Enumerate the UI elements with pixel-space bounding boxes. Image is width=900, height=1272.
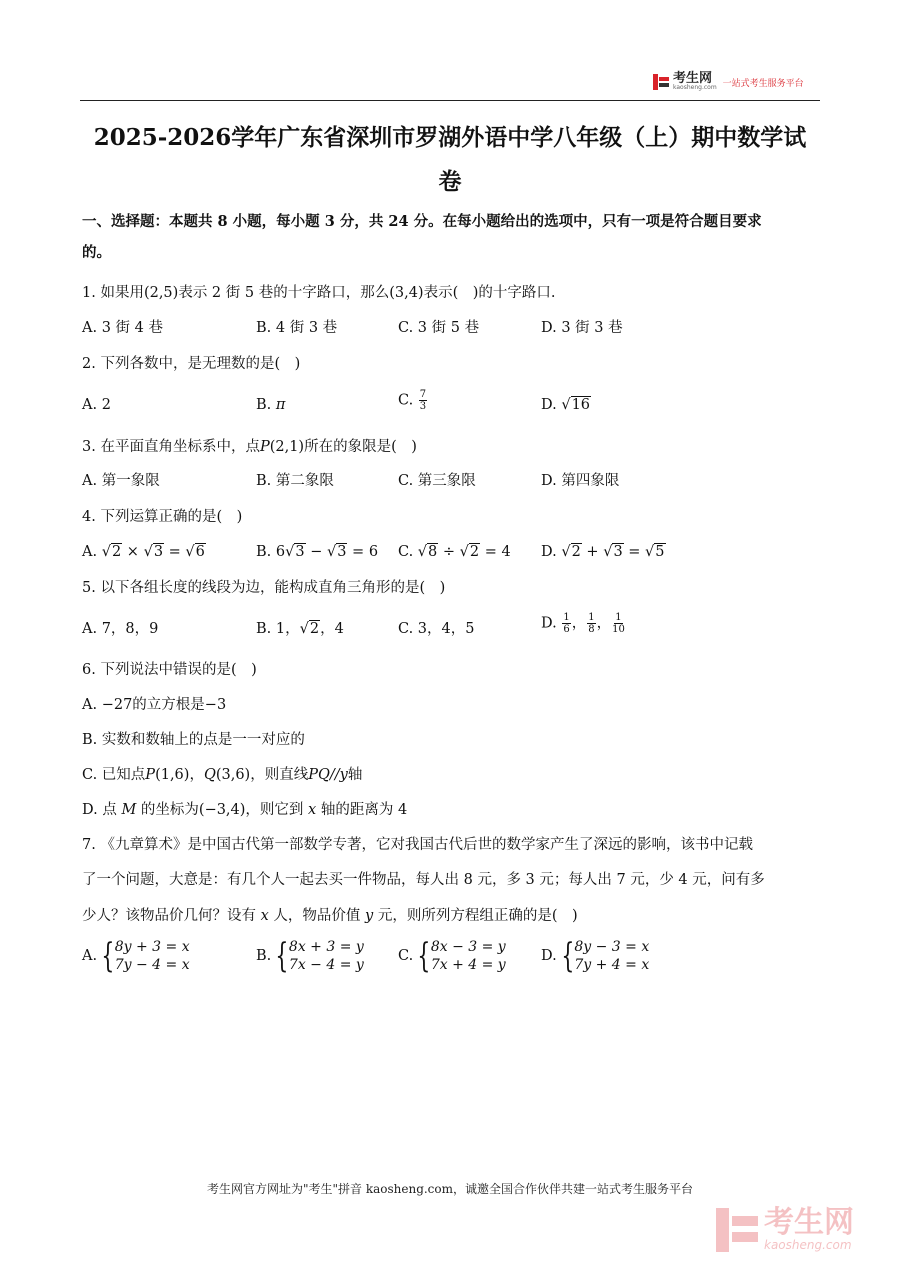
header-divider xyxy=(80,100,820,101)
q2-option-a[interactable]: A. 2 xyxy=(82,397,111,413)
q2-option-c[interactable]: C. $\frac{7}{3}$ xyxy=(398,389,427,412)
q6-option-a[interactable]: A. −27的立方根是−3 xyxy=(82,697,227,713)
q5-option-b[interactable]: B. 1，√2，4 xyxy=(256,621,344,637)
q6-option-d[interactable]: D. 点 M 的坐标为(−3,4)，则它到 x 轴的距离为 4 xyxy=(82,802,408,818)
q4-option-d[interactable]: D. √2 + √3 = √5 xyxy=(541,544,665,560)
section-heading-cont: 的。 xyxy=(82,244,111,261)
q1-option-d[interactable]: D. 3 街 3 巷 xyxy=(541,320,623,336)
question-4-stem: 4. 下列运算正确的是( ) xyxy=(82,509,243,525)
q1-option-a[interactable]: A. 3 街 4 巷 xyxy=(82,320,163,336)
kaosheng-logo-icon xyxy=(653,74,669,90)
question-7-stem-line2: 了一个问题，大意是：有几个人一起去买一件物品，每人出 8 元，多 3 元；每人出 7 元，少 4 元，问有多 xyxy=(82,872,765,888)
q7-option-a[interactable]: A. { 8y + 3 = x 7y − 4 = x xyxy=(82,936,190,976)
q4-option-a[interactable]: A. √2 × √3 = √6 xyxy=(82,544,205,560)
q3-option-c[interactable]: C. 第三象限 xyxy=(398,473,476,489)
question-5-stem: 5. 以下各组长度的线段为边，能构成直角三角形的是( ) xyxy=(82,580,446,596)
q7-option-b[interactable]: B. { 8x + 3 = y 7x − 4 = y xyxy=(256,936,364,976)
q1-option-b[interactable]: B. 4 街 3 巷 xyxy=(256,320,338,336)
q6-option-c[interactable]: C. 已知点P(1,6)，Q(3,6)，则直线PQ//y轴 xyxy=(82,767,363,783)
q2-option-b[interactable]: B. π xyxy=(256,397,286,413)
header-slogan: 一站式考生服务平台 xyxy=(722,78,804,89)
watermark-icon xyxy=(716,1208,758,1252)
footer-text: 考生网官方网址为"考生"拼音 kaosheng.com，诚邀全国合作伙伴共建一站式考生服务平台 xyxy=(206,1182,694,1196)
q3-option-a[interactable]: A. 第一象限 xyxy=(82,473,160,489)
header-brand: 考生网 kaosheng.com xyxy=(673,71,717,91)
question-6-stem: 6. 下列说法中错误的是( ) xyxy=(82,662,257,678)
q3-option-d[interactable]: D. 第四象限 xyxy=(541,473,620,489)
watermark-logo xyxy=(716,1200,886,1260)
question-7-stem-line3: 少人？该物品价几何？设有 x 人，物品价值 y 元，则所列方程组正确的是( ) xyxy=(82,908,578,924)
watermark-text: 考生网 kaosheng.com xyxy=(764,1205,854,1252)
q5-option-a[interactable]: A. 7，8，9 xyxy=(82,621,159,637)
q6-option-b[interactable]: B. 实数和数轴上的点是一一对应的 xyxy=(82,732,305,748)
q4-option-b[interactable]: B. 6√3 − √3 = 6 xyxy=(256,544,379,560)
q1-option-c[interactable]: C. 3 街 5 巷 xyxy=(398,320,480,336)
question-1-stem: 1. 如果用(2,5)表示 2 街 5 巷的十字路口，那么(3,4)表示( )的十字路口. xyxy=(82,285,556,301)
q7-option-d[interactable]: D. { 8y − 3 = x 7y + 4 = x xyxy=(541,936,650,976)
question-2-stem: 2. 下列各数中，是无理数的是( ) xyxy=(82,356,301,372)
q5-option-d[interactable]: D. $\frac{1}{6}$ ， $\frac{1}{8}$ ， $\frac{1}{10}$ xyxy=(541,612,625,635)
q7-option-c[interactable]: C. { 8x − 3 = y 7x + 4 = y xyxy=(398,936,506,976)
page-title: 2025-2026学年广东省深圳市罗湖外语中学八年级（上）期中数学试 卷 xyxy=(93,124,807,195)
question-3-stem: 3. 在平面直角坐标系中，点P(2,1)所在的象限是( ) xyxy=(82,439,417,455)
q3-option-b[interactable]: B. 第二象限 xyxy=(256,473,334,489)
q2-option-d[interactable]: D. √16 xyxy=(541,397,591,413)
header-logo[interactable] xyxy=(653,72,804,92)
q4-option-c[interactable]: C. √8 ÷ √2 = 4 xyxy=(398,544,511,560)
section-heading: 一、选择题：本题共 8 小题，每小题 3 分，共 24 分。在每小题给出的选项中，只有一项是符合题目要求 xyxy=(82,213,762,230)
question-7-stem-line1: 7. 《九章算术》是中国古代第一部数学专著，它对我国古代后世的数学家产生了深远的影响，该书中记载 xyxy=(82,837,753,853)
q5-option-c[interactable]: C. 3，4，5 xyxy=(398,621,475,637)
